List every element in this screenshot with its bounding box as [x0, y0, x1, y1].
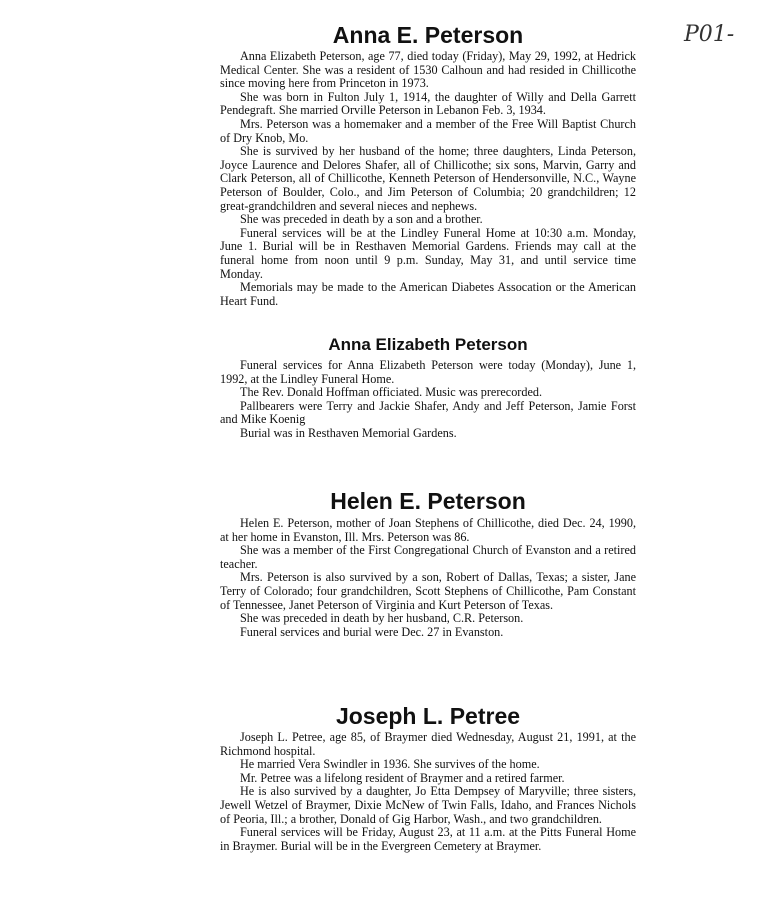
- paragraph: The Rev. Donald Hoffman officiated. Music was prerecorded.: [240, 385, 542, 400]
- paragraph: Mrs. Peterson is also survived by a son, Robert of Dallas, Texas; a sister, Jane Terry of Colorado; four grandchildren, Scott Stephens of Chillicothe, Pam Constant of Tennessee, Janet Peterson of Virginia and Kurt Peterson of Texas.: [220, 570, 636, 612]
- paragraph: Funeral services for Anna Elizabeth Peterson were today (Monday), June 1, 1992, at the Lindley Funeral Home.: [220, 358, 636, 386]
- paragraph: She was preceded in death by a son and a brother.: [240, 212, 483, 227]
- obituary-body: [220, 517, 636, 639]
- paragraph: He is also survived by a daughter, Jo Etta Dempsey of Maryville; three sisters, Jewell Wetzel of Braymer, Dixie McNew of Twin Falls, Idaho, and Frances Nichols of Peoria, Ill.; a brother, Donald of Gig Harbor, Wash., and two grandchildren.: [220, 784, 636, 826]
- paragraph: Funeral services will be Friday, August 23, at 11 a.m. at the Pitts Funeral Home in Braymer. Burial will be in the Evergreen Cemetery at Braymer.: [220, 825, 636, 853]
- paragraph: Burial was in Resthaven Memorial Gardens.: [240, 425, 457, 440]
- paragraph: Joseph L. Petree, age 85, of Braymer died Wednesday, August 21, 1991, at the Richmond hospital.: [220, 730, 636, 758]
- paragraph: She was born in Fulton July 1, 1914, the daughter of Willy and Della Garrett Pendegraft. She married Orville Peterson in Lebanon Feb. 3, 1934.: [220, 89, 636, 118]
- paragraph: She is survived by her husband of the home; three daughters, Linda Peterson, Joyce Laurence and Delores Shafer, all of Chillicothe; six sons, Marvin, Garry and Clark Peterson, all of Chillicothe, Kenneth Peterson of Hendersonville, N.C., Wayne Peterson of Boulder, Colo., and Jim Peterson of Columbia; 20 grandchildren; 12 great-grandchildren and several nieces and nephews.: [220, 144, 636, 213]
- paragraph: She was a member of the First Congregational Church of Evanston and a retired teacher.: [220, 543, 636, 571]
- obituary-body: [220, 50, 636, 308]
- obituary-heading: Helen E. Peterson: [330, 488, 526, 514]
- paragraph: Anna Elizabeth Peterson, age 77, died today (Friday), May 29, 1992, at Hedrick Medical Center. She was a resident of 1530 Calhoun and had resided in Chillicothe since moving here from Princeton in 1973.: [220, 49, 636, 91]
- margin-note: P01-: [684, 22, 735, 47]
- obituary-heading: Anna E. Peterson: [332, 22, 524, 48]
- obituary-heading: Anna Elizabeth Peterson: [328, 335, 528, 354]
- obituary-heading: Joseph L. Petree: [335, 703, 521, 729]
- obituary-anna-e-peterson: [220, 22, 636, 308]
- obituary-anna-elizabeth-peterson: [220, 335, 636, 441]
- obituary-helen-e-peterson: [220, 488, 636, 639]
- paragraph: She was preceded in death by her husband, C.R. Peterson.: [240, 611, 524, 626]
- paragraph: Funeral services and burial were Dec. 27 in Evanston.: [240, 624, 504, 639]
- obituary-joseph-l-petree: [220, 703, 636, 853]
- obituary-body: [220, 359, 636, 441]
- obituary-body: [220, 731, 636, 853]
- paragraph: Mrs. Peterson was a homemaker and a member of the Free Will Baptist Church of Dry Knob, Mo.: [220, 116, 636, 145]
- paragraph: He married Vera Swindler in 1936. She survives of the home.: [240, 757, 540, 772]
- paragraph: Helen E. Peterson, mother of Joan Stephens of Chillicothe, died Dec. 24, 1990, at her home in Evanston, Ill. Mrs. Peterson was 86.: [220, 516, 636, 544]
- paragraph: Pallbearers were Terry and Jackie Shafer, Andy and Jeff Peterson, Jamie Forst and Mike Koenig: [220, 398, 636, 427]
- paragraph: Mr. Petree was a lifelong resident of Braymer and a retired farmer.: [240, 770, 565, 785]
- paragraph: Funeral services will be at the Lindley Funeral Home at 10:30 a.m. Monday, June 1. Burial will be in Resthaven Memorial Gardens. Friends may call at the funeral home from noon until 9 p.m. Sunday, May 31, and until service time Monday.: [220, 225, 636, 281]
- paragraph: Memorials may be made to the American Diabetes Assocation or the American Heart Fund.: [220, 280, 636, 308]
